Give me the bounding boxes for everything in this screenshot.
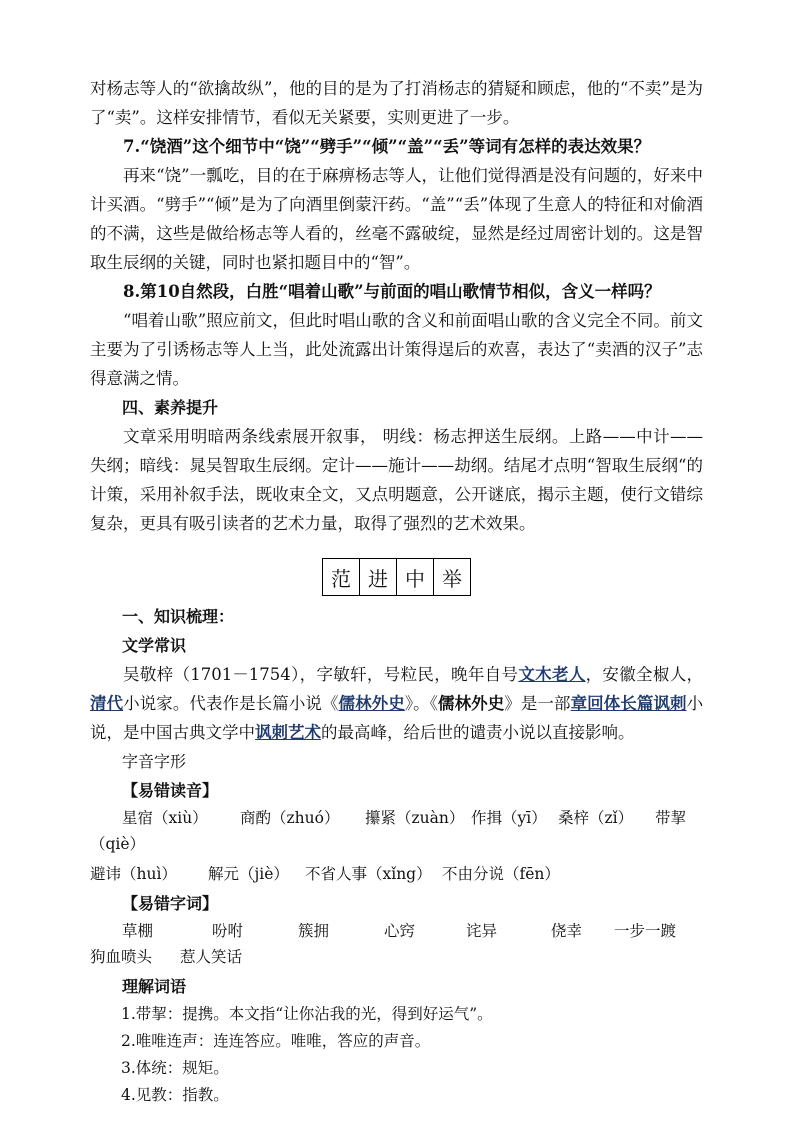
pron-item: 避讳（huì） (90, 865, 177, 883)
lit-book-title: 儒林外史 (438, 694, 505, 713)
lit-text-d: 》。《 (404, 694, 439, 713)
pron-item: 商酌（zhuó） (240, 809, 340, 827)
pron-item: 不省人事（xǐng） (305, 865, 432, 883)
literature-text (90, 660, 703, 747)
link-zhanghui-novel[interactable]: 章回体长篇讽刺 (570, 694, 687, 713)
answer-8: “唱着山歌”照应前文，但此时唱山歌的含义和前面唱山歌的含义完全不同。前文主要为了引诱杨志等人上当，此处流露出计策得逞后的欢喜，表达了“卖酒的汉子”志得意满之情。 (90, 311, 703, 388)
word-item: 簇拥 (298, 922, 330, 940)
lit-text-b: ，安徽全椒人， (585, 665, 704, 684)
title-char: 进 (360, 559, 397, 596)
lit-text-c: 小说家。代表作是长篇小说《 (123, 694, 339, 713)
pron-item: 桑梓（zǐ） (558, 809, 634, 827)
pronunciation-row-1 (90, 805, 703, 831)
pron-item: 解元（jiè） (208, 865, 289, 883)
link-satire-art[interactable]: 讽刺艺术 (255, 723, 321, 742)
pronunciation-heading: 【易错读音】 (122, 781, 219, 800)
word-item: 吩咐 (212, 922, 244, 940)
pron-item-cont: （qiè） (90, 835, 146, 853)
vocab-item: 3.体统：规矩。 (121, 1059, 229, 1077)
title-char: 举 (434, 559, 471, 596)
pron-item: 攥紧（zuàn） (365, 809, 465, 827)
lit-text-f: 》是一部 (504, 694, 571, 713)
vocab-heading: 理解词语 (122, 977, 187, 996)
vocab-item: 1.带挈：提携。本文指“让你沾我的光，得到好运气”。 (121, 1005, 493, 1023)
link-wenmu-laoren[interactable]: 文木老人 (518, 665, 586, 684)
word-item: 诧异 (466, 922, 498, 940)
word-item: 草棚 (122, 922, 154, 940)
paragraph-intro: 对杨志等人的“欲擒故纵”，他的目的是为了打消杨志的猜疑和顾虑，他的“不卖”是为了“卖”。这样安排情节，看似无关紧要，实则更进了一步。 (90, 79, 703, 127)
word-item: 心窍 (384, 922, 416, 940)
word-item: 狗血喷头 (90, 948, 153, 966)
lit-text-h: 的最高峰，给后世的谴责小说以直接影响。 (321, 723, 635, 742)
literature-heading: 文学常识 (122, 636, 187, 655)
lit-text-g: 小说，是中国古典文学中 (90, 694, 704, 742)
vocab-item: 2.唯唯连声：连连答应。唯唯，答应的声音。 (121, 1032, 431, 1050)
question-8: 8.第10自然段，白胜“唱着山歌”与前面的唱山歌情节相似，含义一样吗？ (123, 282, 661, 301)
char-sound-heading: 字音字形 (122, 752, 187, 771)
section-4-text: 文章采用明暗两条线索展开叙事， 明线：杨志押送生辰纲。上路——中计——失纲；暗线：晁吴智取生辰纲。定计——施计——劫纲。结尾才点明“智取生辰纲“的计策，采用补叙手法，既收束全文，又点明题意，公开谜底，揭示主题，使行文错综复杂，更具有吸引读者的艺术力量，取得了强烈的艺术效果。 (90, 427, 703, 533)
title-char: 范 (323, 559, 360, 596)
link-qing-dynasty[interactable]: 清代 (90, 694, 124, 713)
pronunciation-row-2 (90, 861, 703, 887)
pron-item: 作揖（yī） (471, 809, 547, 827)
word-item: 侥幸 (551, 922, 583, 940)
pronunciation-row-1-cont (90, 831, 703, 857)
document-page (90, 74, 703, 1109)
vocab-list (90, 1001, 703, 1109)
answer-7: 再来“饶”一瓢吃，目的在于麻痹杨志等人，让他们觉得酒是没有问题的，好来中计买酒。“劈手”“倾”是为了向酒里倒蒙汗药。“盖”“丢”体现了生意人的特征和对偷酒的不满，这些是做给杨志等人看的，丝毫不露破绽，显然是经过周密计划的。这是智取生辰纲的关键，同时也紧扣题目中的“智”。 (90, 166, 703, 272)
word-item: 一步一踱 (614, 922, 677, 940)
lit-text-a: 吴敬梓（1701－1754），字敏轩，号粒民，晚年自号 (123, 665, 519, 684)
word-item: 惹人笑话 (180, 948, 243, 966)
link-rulin-waishi[interactable]: 儒林外史 (338, 694, 405, 713)
words-row-2 (90, 944, 703, 970)
section-heading-4: 四、素养提升 (122, 398, 219, 417)
title-char: 中 (397, 559, 434, 596)
words-heading: 【易错字词】 (122, 894, 219, 913)
pron-item: 不由分说（fēn） (442, 865, 560, 883)
pron-item: 星宿（xiù） (122, 809, 208, 827)
words-row-1 (90, 918, 703, 944)
vocab-item: 4.见教：指教。 (121, 1086, 229, 1104)
question-7: 7.“饶酒”这个细节中“饶”“劈手”“倾”“盖”“丢”等词有怎样的表达效果？ (123, 137, 651, 156)
knowledge-heading: 一、知识梳理： (122, 607, 235, 626)
pron-item: 带挈 (655, 809, 687, 827)
lesson-title (90, 558, 703, 596)
lesson-title-box (322, 558, 471, 596)
